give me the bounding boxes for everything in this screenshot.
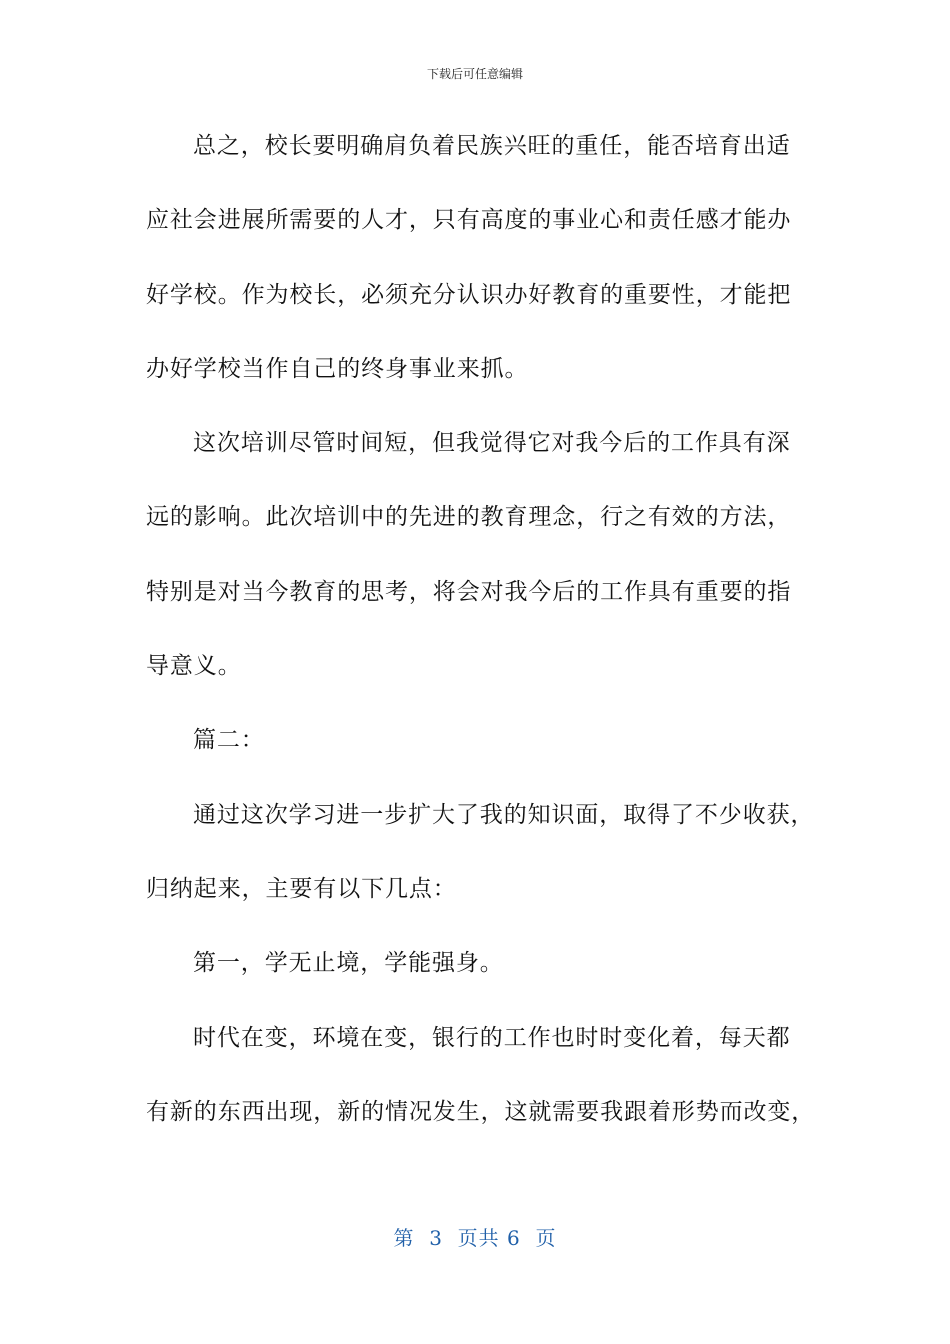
text-line: 时代在变，环境在变，银行的工作也时时变化着，每天都 — [193, 1024, 791, 1051]
page-header: 下载后可任意编辑 — [426, 67, 523, 81]
text-line: 通过这次学习进一步扩大了我的知识面，取得了不少收获， — [193, 801, 815, 828]
text-line: 这次培训尽管时间短，但我觉得它对我今后的工作具有深 — [193, 430, 791, 457]
text-line: 特别是对当今教育的思考，将会对我今后的工作具有重要的指 — [146, 578, 792, 605]
page-footer: 第 3 页共 6 页 — [393, 1226, 557, 1250]
text-line: 总之，校长要明确肩负着民族兴旺的重任，能否培育出适 — [193, 133, 791, 159]
document-body — [146, 118, 816, 1158]
text-line: 应社会进展所需要的人才，只有高度的事业心和责任感才能办 — [146, 207, 792, 234]
text-line: 归纳起来，主要有以下几点： — [146, 875, 457, 902]
section-heading: 篇二： — [193, 727, 265, 754]
text-line: 导意义。 — [146, 653, 242, 680]
text-line: 好学校。作为校长，必须充分认识办好教育的重要性，才能把 — [146, 281, 792, 308]
text-line: 远的影响。此次培训中的先进的教育理念，行之有效的方法， — [146, 504, 792, 531]
text-line: 第一，学无止境，学能强身。 — [193, 950, 504, 977]
text-line: 有新的东西出现，新的情况发生，这就需要我跟着形势而改变， — [146, 1098, 816, 1125]
text-line: 办好学校当作自己的终身事业来抓。 — [146, 355, 529, 382]
